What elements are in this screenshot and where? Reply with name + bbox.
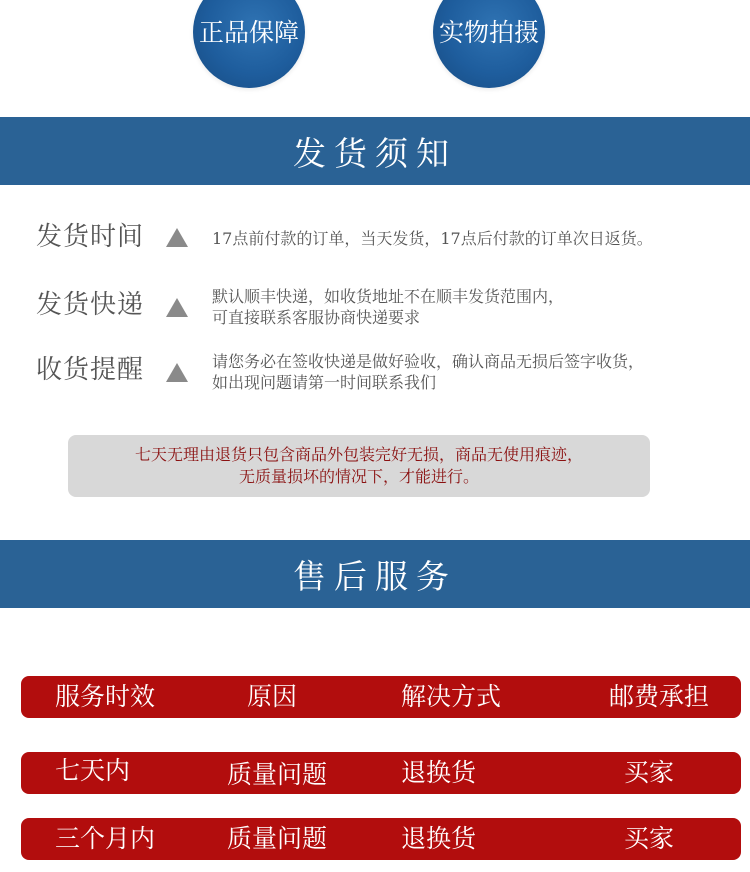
triangle-icon: [166, 228, 188, 247]
table-header-row: [21, 676, 741, 718]
table-cell: 三个月内: [55, 824, 156, 853]
description-line: 17点前付款的订单，当天发货，17点后付款的订单次日返货。: [212, 229, 653, 248]
column-header-shipping-cost: 邮费承担: [609, 682, 710, 711]
triangle-icon: [166, 298, 188, 317]
shipping-express-label: 发货快递: [36, 290, 145, 320]
after-sales-header: [0, 540, 750, 608]
badge-real-photo-label: 实物拍摄: [438, 17, 539, 47]
shipping-row-express: [36, 287, 726, 342]
table-cell: 退换货: [401, 824, 477, 853]
shipping-time-description: [212, 228, 732, 249]
shipping-notice-title: 发货须知: [293, 133, 457, 173]
after-sales-title: 售后服务: [293, 556, 457, 596]
column-header-reason: 原因: [247, 682, 298, 711]
description-line: 请您务必在签收快递是做好验收，确认商品无损后签字收货，: [212, 352, 645, 371]
receipt-reminder-description: [212, 351, 732, 393]
table-cell: 质量问题: [227, 824, 328, 853]
receipt-reminder-label: 收货提醒: [36, 355, 145, 385]
table-cell: 买家: [624, 824, 675, 853]
shipping-row-time: [36, 224, 726, 274]
notice-line: 七天无理由退货只包含商品外包装完好无损，商品无使用痕迹，: [134, 445, 583, 464]
badge-genuine-guarantee: [193, 0, 305, 88]
table-row: [21, 818, 741, 860]
triangle-icon: [166, 363, 188, 382]
column-header-solution: 解决方式: [401, 682, 502, 711]
shipping-row-receipt-reminder: [36, 352, 726, 407]
column-header-service-period: 服务时效: [55, 682, 156, 711]
shipping-express-description: [212, 286, 732, 328]
notice-line: 无质量损坏的情况下，才能进行。: [238, 467, 479, 486]
return-policy-notice: [68, 435, 650, 497]
table-cell: 退换货: [401, 758, 477, 787]
description-line: 如出现问题请第一时间联系我们: [212, 373, 437, 392]
description-line: 可直接联系客服协商快递要求: [212, 308, 421, 327]
description-line: 默认顺丰快递，如收货地址不在顺丰发货范围内，: [212, 287, 565, 306]
badge-genuine-label: 正品保障: [198, 17, 299, 47]
table-cell: 七天内: [55, 756, 131, 785]
table-cell: 买家: [624, 758, 675, 787]
shipping-notice-header: [0, 117, 750, 185]
table-cell: 质量问题: [227, 760, 328, 789]
badge-real-photo: [433, 0, 545, 88]
table-row: [21, 752, 741, 794]
shipping-time-label: 发货时间: [36, 222, 145, 252]
